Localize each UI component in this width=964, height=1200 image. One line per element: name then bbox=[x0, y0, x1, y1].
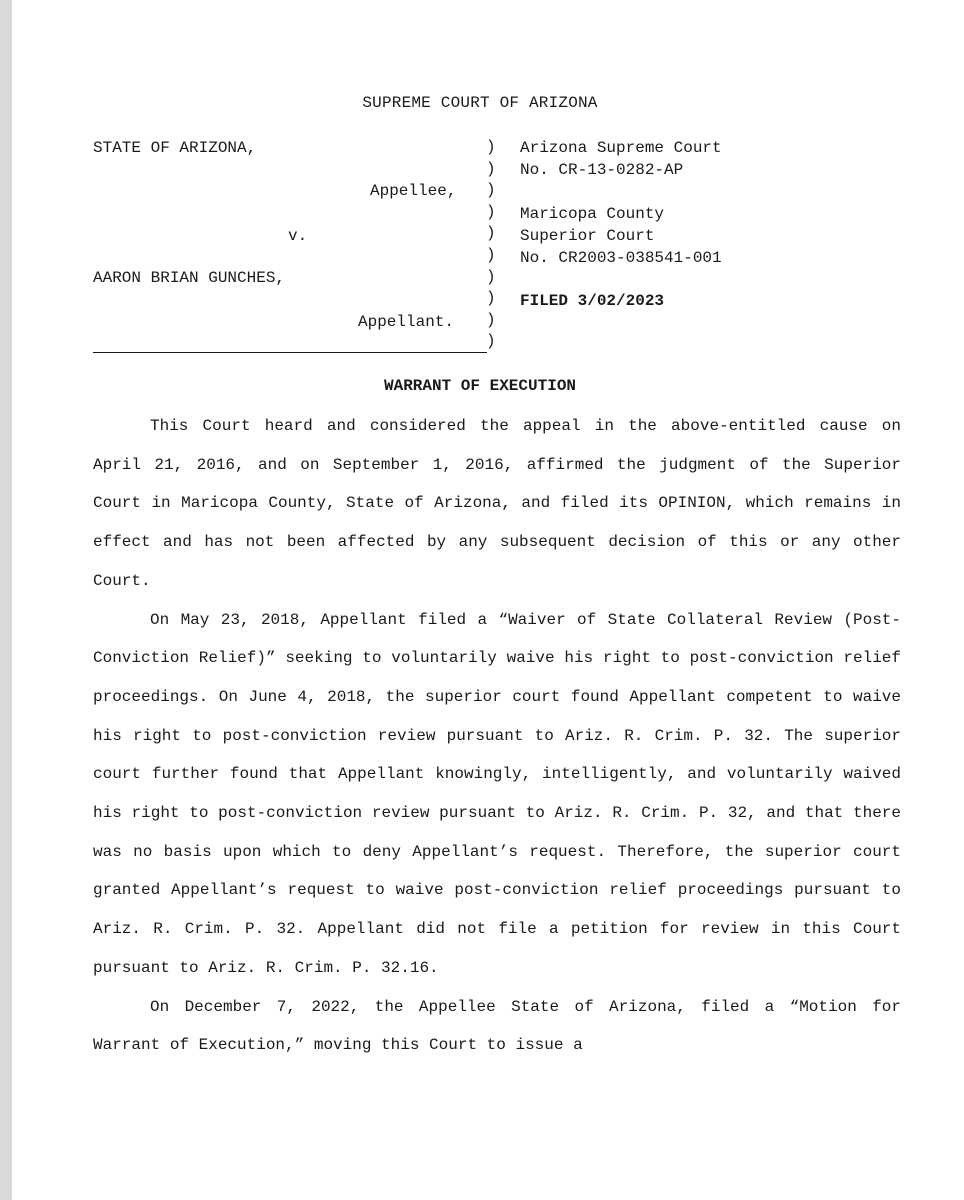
court-title: SUPREME COURT OF ARIZONA bbox=[362, 94, 598, 112]
superior-court-name: Superior Court bbox=[520, 227, 655, 245]
document-title: WARRANT OF EXECUTION bbox=[383, 377, 577, 395]
document-page bbox=[12, 0, 964, 1200]
caption-plaintiff: STATE OF ARIZONA, bbox=[93, 139, 257, 157]
caption-defendant-role: Appellant. bbox=[358, 313, 455, 331]
superior-court-number: No. CR2003-038541-001 bbox=[520, 249, 722, 267]
caption-underline bbox=[93, 352, 487, 353]
filed-date: FILED 3/02/2023 bbox=[520, 292, 665, 310]
caption-defendant: AARON BRIAN GUNCHES, bbox=[93, 269, 286, 287]
paragraph-1: This Court heard and considered the appeal in the above-entitled cause on April 21, 2016, and on September 1, 2016, affirmed the judgment of the Superior Court in Maricopa County, State of Arizona, and filed its OPINION, which remains in effect and has not been affected by any subsequent decision of this or any other Court. bbox=[93, 417, 901, 590]
caption-plaintiff-role: Appellee, bbox=[370, 182, 457, 200]
superior-court-county: Maricopa County bbox=[520, 205, 665, 223]
document-body bbox=[93, 407, 901, 1065]
paragraph-2: On May 23, 2018, Appellant filed a “Waiver of State Collateral Review (Post-Conviction Relief)” seeking to voluntarily waive his right to post-conviction relief proceedings. On June 4, 2018, the superior court found Appellant competent to waive his right to post-conviction review pursuant to Ariz. R. Crim. P. 32. The superior court further found that Appellant knowingly, intelligently, and voluntarily waived his right to post-conviction review pursuant to Ariz. R. Crim. P. 32, and that there was no basis upon which to deny Appellant’s request. Therefore, the superior court granted Appellant’s request to waive post-conviction relief proceedings pursuant to Ariz. R. Crim. P. 32. Appellant did not file a petition for review in this Court pursuant to Ariz. R. Crim. P. 32.16. bbox=[93, 610, 901, 977]
paragraph-3: On December 7, 2022, the Appellee State of Arizona, filed a “Motion for Warrant of Execution,” moving this Court to issue a bbox=[93, 997, 901, 1055]
caption-versus: v. bbox=[288, 227, 308, 245]
supreme-court-name: Arizona Supreme Court bbox=[520, 139, 722, 157]
supreme-court-number: No. CR-13-0282-AP bbox=[520, 161, 684, 179]
caption-paren-column: ) ) ) ) ) ) ) ) ) ) bbox=[486, 138, 496, 351]
